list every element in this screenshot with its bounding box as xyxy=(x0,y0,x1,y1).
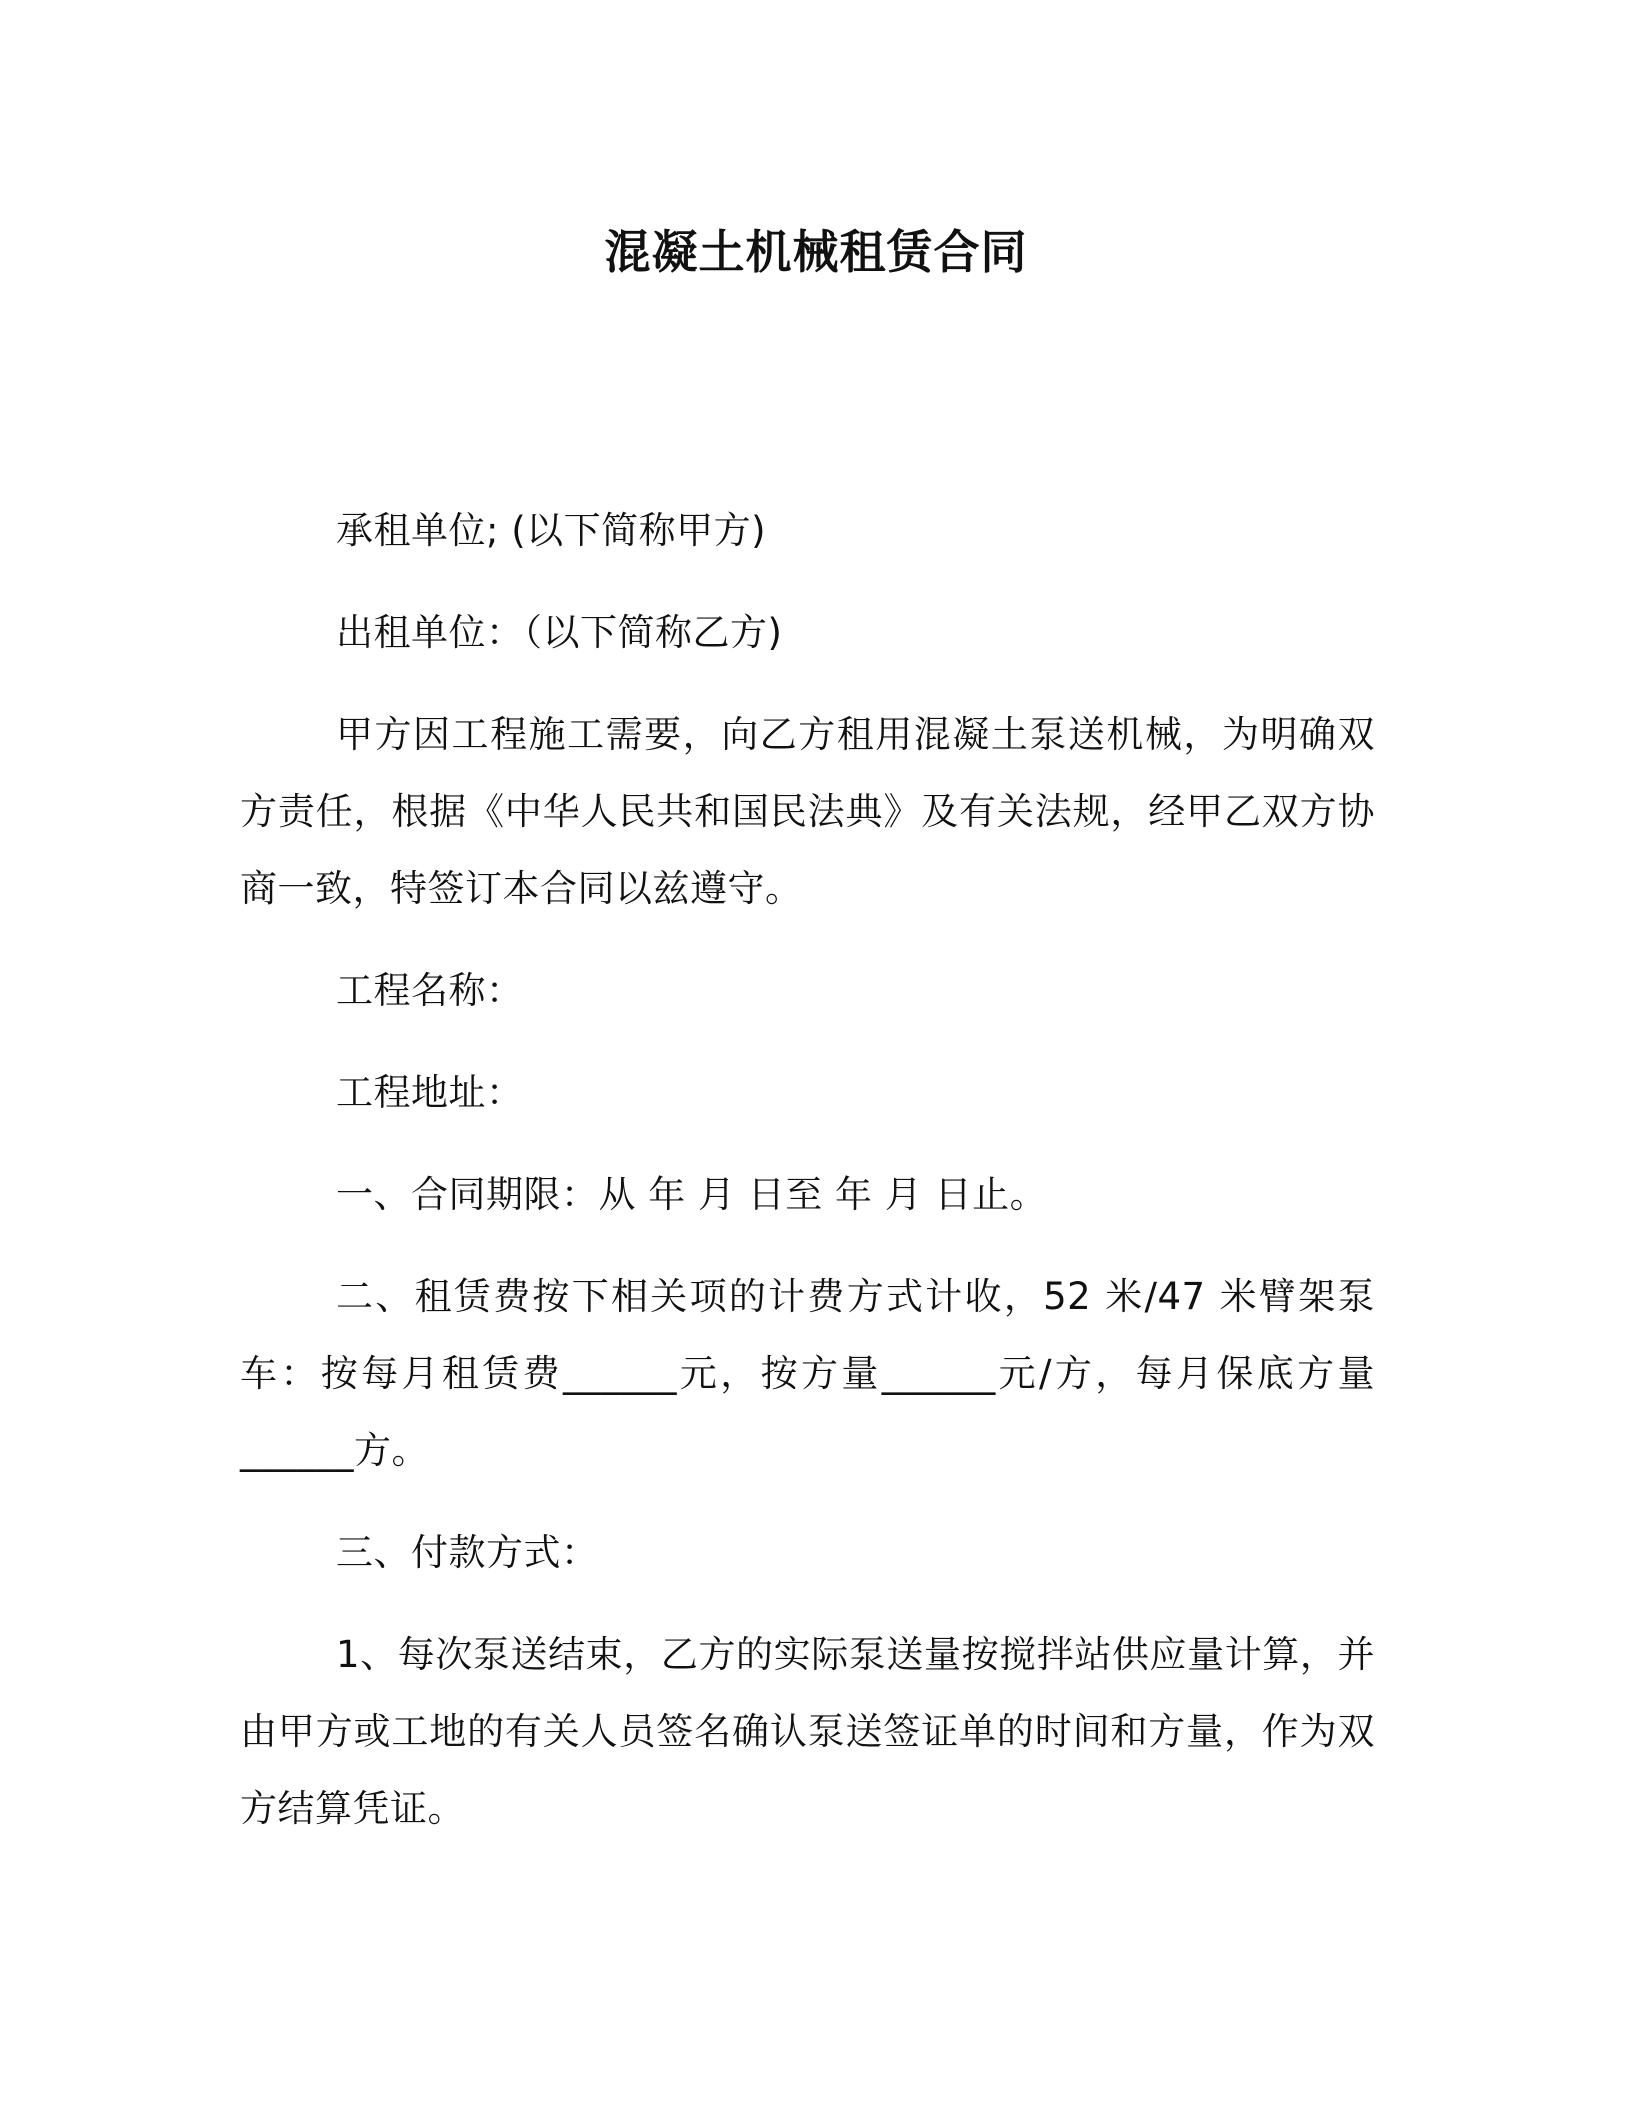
project-address-line: 工程地址： xyxy=(336,1071,524,1114)
clause-3-item-1: 1、每次泵送结束，乙方的实际泵送量按搅拌站供应量计算，并由甲方或工地的有关人员签名确认泵送签证单的时间和方量，作为双方结算凭证。 xyxy=(240,1633,1375,1830)
clause-1-term: 一、合同期限：从 年 月 日至 年 月 日止。 xyxy=(336,1173,1048,1216)
contract-title: 混凝土机械租赁合同 xyxy=(604,225,1028,279)
lessee-line: 承租单位; (以下简称甲方) xyxy=(336,509,767,552)
preamble-paragraph: 甲方因工程施工需要，向乙方租用混凝土泵送机械，为明确双方责任，根据《中华人民共和国民法典》及有关法规，经甲乙双方协商一致，特签订本合同以兹遵守。 xyxy=(240,713,1375,910)
clause-3-payment: 三、付款方式： xyxy=(336,1531,599,1574)
project-name-line: 工程名称： xyxy=(336,969,524,1012)
clause-2-fees: 二、租赁费按下相关项的计费方式计收，52 米/47 米臂架泵车：按每月租赁费______元，按方量______元/方，每月保底方量______方。 xyxy=(240,1275,1375,1472)
lessor-line: 出租单位：（以下简称乙方) xyxy=(336,611,783,654)
contract-body xyxy=(240,492,1375,1872)
